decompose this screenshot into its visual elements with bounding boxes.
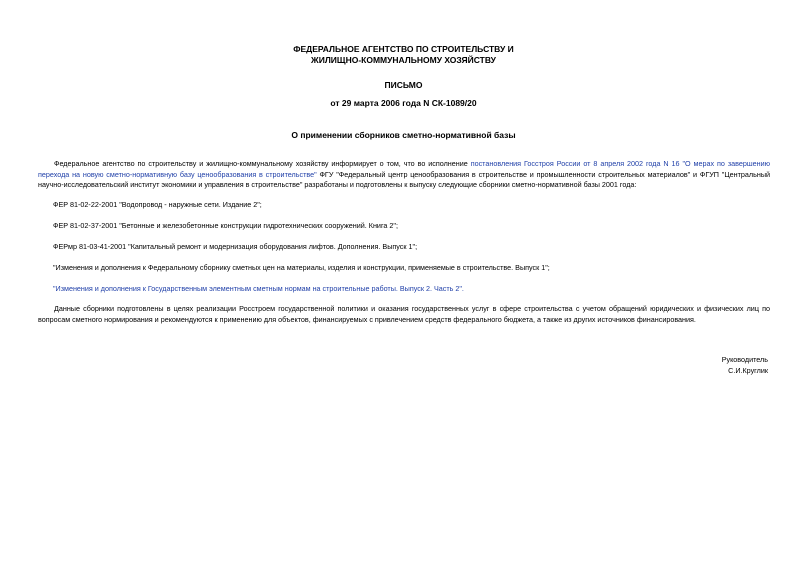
intro-paragraph (38, 159, 770, 191)
signatory-name: С.И.Круглик (728, 366, 768, 375)
agency-name-line2: ЖИЛИЩНО-КОММУНАЛЬНОМУ ХОЗЯЙСТВУ (311, 55, 496, 65)
agency-name-line1: ФЕДЕРАЛЬНОЕ АГЕНТСТВО ПО СТРОИТЕЛЬСТВУ И (293, 44, 514, 54)
list-item: "Изменения и дополнения к Федеральному сборнику сметных цен на материалы, изделия и конструкции, применяемые в строительстве. Выпуск 1"; (53, 263, 550, 272)
document-date: от 29 марта 2006 года N СК-1089/20 (330, 98, 477, 108)
signatory-position: Руководитель (721, 355, 768, 364)
document-type: ПИСЬМО (384, 80, 423, 90)
gosstroy-resolution-link[interactable]: постановления Госстроя России от 8 апреля 2002 года N 16 "О мерах по завершению перехода на новую сметно-нормативную базу ценообразования в строительстве" (38, 159, 770, 179)
closing-paragraph: Данные сборники подготовлены в целях реализации Росстроем государственной политики и оказания государственных услуг в сфере строительства с учетом обращений юридических и физических лиц по вопросам сметного нормирования и рекомендуются к применению для объектов, финансируемых с привлечением средств федерального бюджета, а также из других источников финансирования. (38, 304, 770, 324)
list-item: ФЕР 81-02-37-2001 "Бетонные и железобетонные конструкции гидротехнических сооружений. Книга 2"; (53, 221, 398, 230)
intro-text-part1: Федеральное агентство по строительству и жилищно-коммунальному хозяйству информирует о том, что во исполнение (54, 159, 471, 168)
list-item: ФЕР 81-02-22-2001 "Водопровод - наружные сети. Издание 2"; (53, 200, 262, 209)
gesn-amendments-link[interactable]: "Изменения и дополнения к Государственным элементным сметным нормам на строительные работы. Выпуск 2. Часть 2". (53, 284, 464, 293)
list-item: ФЕРмр 81-03-41-2001 "Капитальный ремонт и модернизация оборудования лифтов. Дополнения. Выпуск 1"; (53, 242, 418, 251)
document-subject: О применении сборников сметно-нормативной базы (291, 130, 516, 140)
intro-text-part2: ФГУ "Федеральный центр ценообразования в строительстве и промышленности строительных материалов" и ФГУП "Центральный научно-исследовательский институт экономики и управления в строительстве" разработаны и подготовлены к выпуску следующие сборники сметно-нормативной базы 2001 года: (38, 169, 770, 189)
